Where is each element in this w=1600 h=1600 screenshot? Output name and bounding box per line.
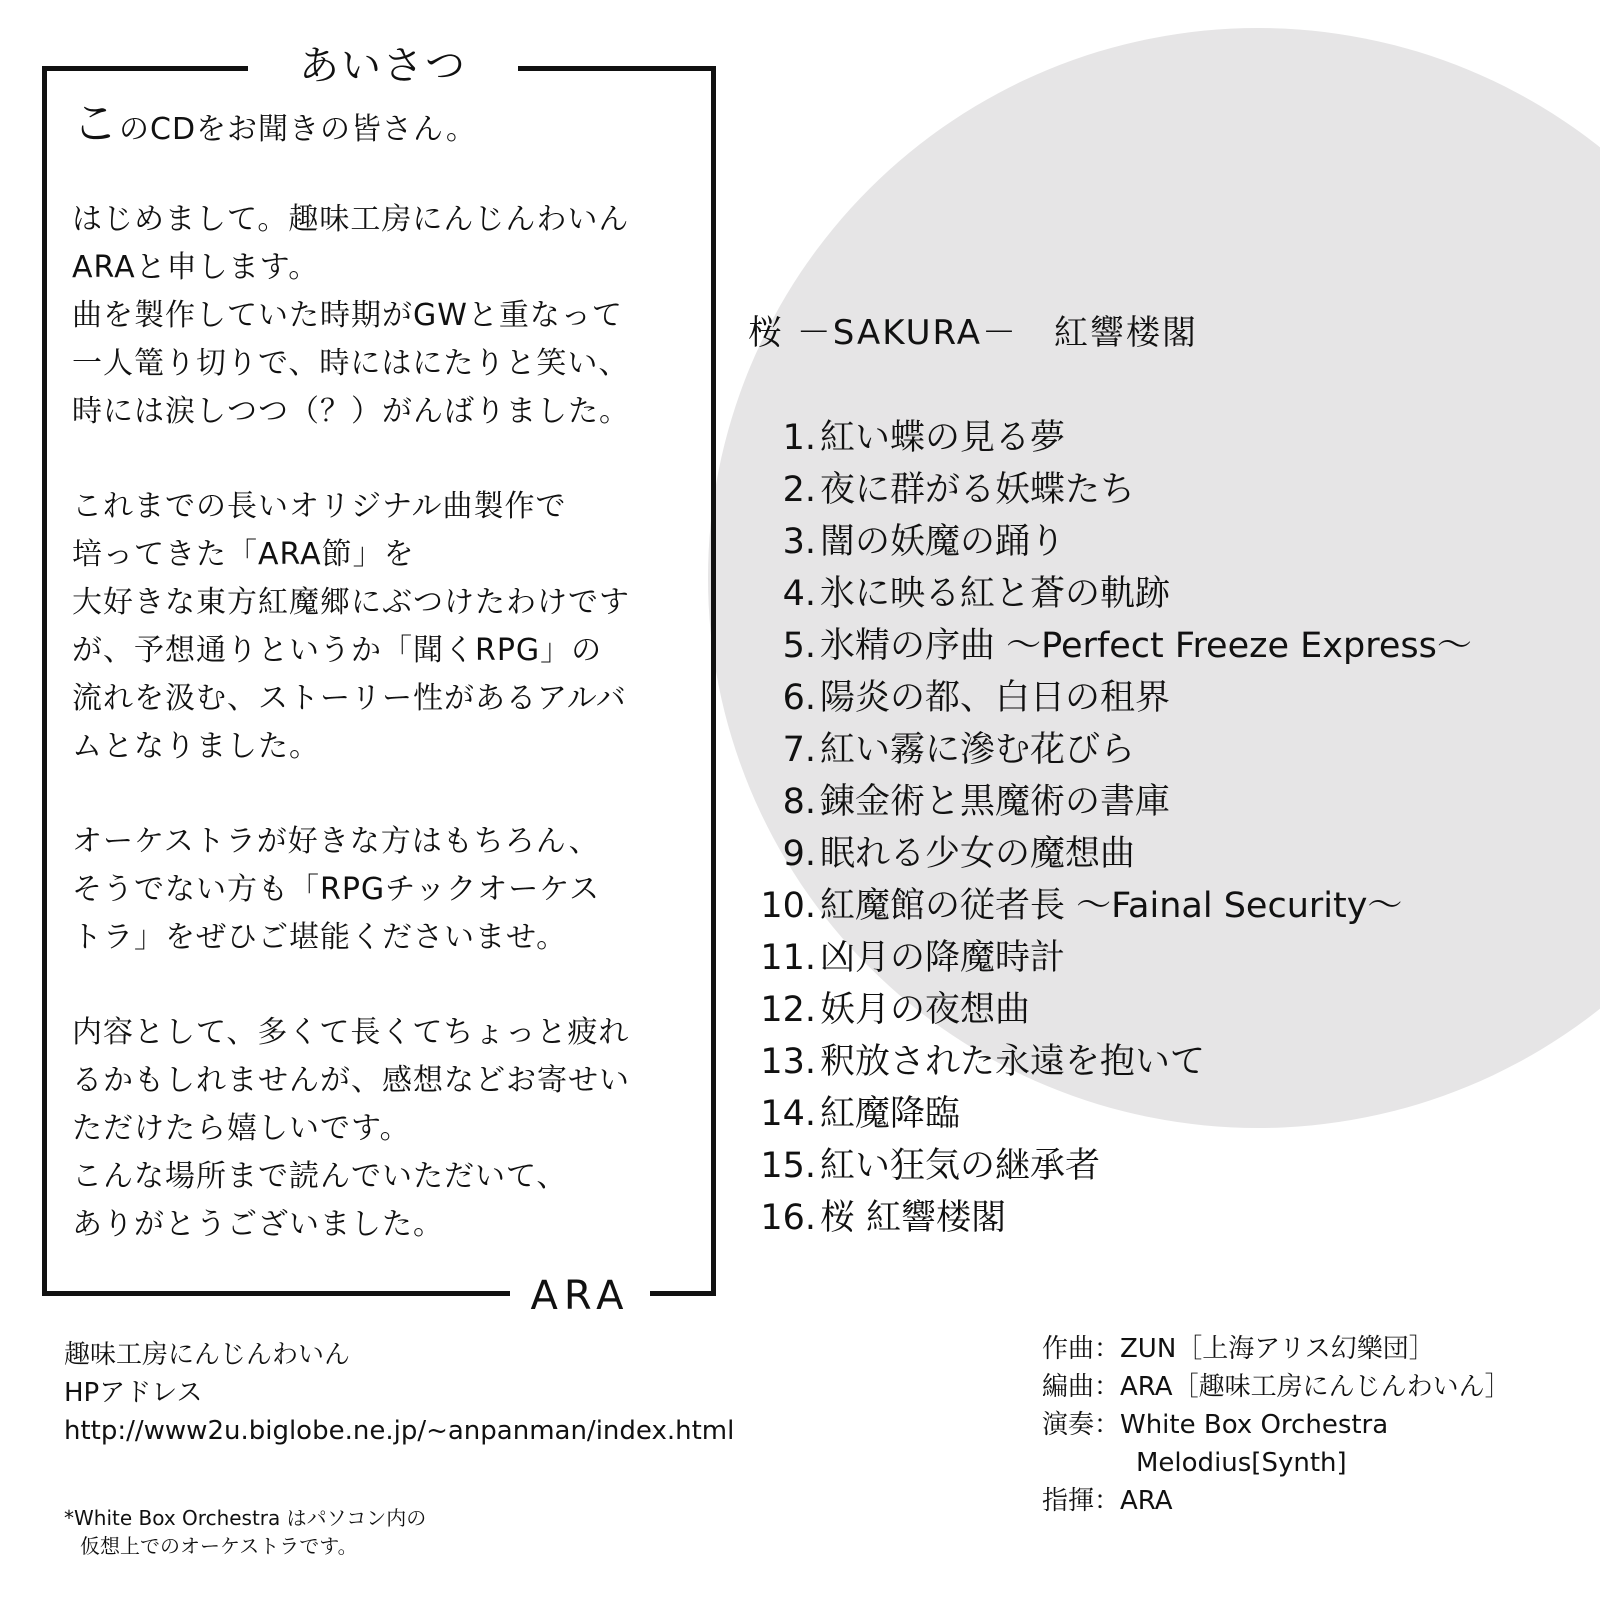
track-item [752,776,1472,828]
track-title: 夜に群がる妖蝶たち [820,470,1136,510]
club-name: 趣味工房にんじんわいん [64,1340,351,1370]
track-number: 12. [760,990,816,1030]
track-item [752,464,1472,516]
track-item [752,620,1472,672]
track-number: 13. [760,1042,816,1082]
track-title: 桜 紅響楼閣 [820,1198,1007,1238]
track-number: 7. [782,730,816,770]
track-item [752,1192,1472,1244]
track-title: 紅い狂気の継承者 [820,1146,1101,1186]
track-number: 6. [782,678,816,718]
track-number: 9. [782,834,816,874]
track-title: 凶月の降魔時計 [820,938,1066,978]
track-number: 15. [760,1146,816,1186]
credit-performer: 演奏：White Box Orchestra [1042,1410,1389,1440]
track-item [752,828,1472,880]
credits [1042,1330,1511,1520]
track-number: 14. [760,1094,816,1134]
track-list [752,412,1472,1244]
track-title: 氷に映る紅と蒼の軌跡 [820,574,1171,614]
track-number: 5. [782,626,816,666]
footnote-line: 仮想上でのオーケストラです。 [80,1534,358,1558]
track-title: 眠れる少女の魔想曲 [820,834,1136,874]
footnote-line: *White Box Orchestra はパソコン内の [64,1506,427,1530]
track-item [752,672,1472,724]
track-title: 氷精の序曲 ～Perfect Freeze Express～ [820,626,1472,666]
track-title: 紅魔館の従者長 ～Fainal Security～ [820,886,1403,926]
track-item [752,880,1472,932]
track-number: 11. [760,938,816,978]
track-item [752,1036,1472,1088]
track-number: 1. [782,418,816,458]
credit-arranger: 編曲：ARA［趣味工房にんじんわいん］ [1042,1372,1511,1402]
greeting-paragraph: オーケストラが好きな方はもちろん、 そうでない方も「RPGチックオーケス トラ」をぜひご堪能くださいませ。 [72,824,601,955]
track-number: 10. [760,886,816,926]
track-item [752,1088,1472,1140]
track-item [752,412,1472,464]
track-item [752,1140,1472,1192]
greeting-paragraph: これまでの長いオリジナル曲製作で 培ってきた「ARA節」を 大好きな東方紅魔郷にぶつけたわけです が、予想通りというか「聞くRPG」の 流れを汲む、ストーリー性があるアルバ ムとなりました。 [72,489,630,764]
track-title: 紅い蝶の見る夢 [820,418,1066,458]
greeting-paragraph: 内容として、多くて長くてちょっと疲れ るかもしれませんが、感想などお寄せい ただけたら嬉しいです。 こんな場所まで読んでいただいて、 ありがとうございました。 [72,1015,630,1242]
track-item [752,516,1472,568]
credit-composer: 作曲：ZUN［上海アリス幻樂団］ [1042,1334,1435,1364]
track-title: 紅魔降臨 [820,1094,961,1134]
greeting-opening-rest: のCDをお聞きの皆さん。 [119,112,477,147]
club-url: http://www2u.biglobe.ne.jp/~anpanman/index.html [64,1416,735,1446]
track-item [752,932,1472,984]
credit-performer-synth: Melodius[Synth] [1136,1448,1347,1478]
track-number: 16. [760,1198,816,1238]
club-hp-label: HPアドレス [64,1378,203,1408]
track-item [752,724,1472,776]
track-title: 錬金術と黒魔術の書庫 [820,782,1171,822]
track-item [752,568,1472,620]
greeting-drop-cap: こ [72,96,119,150]
track-number: 3. [782,522,816,562]
track-number: 8. [782,782,816,822]
club-info [64,1336,734,1450]
track-title: 闇の妖魔の踊り [820,522,1066,562]
track-title: 釈放された永遠を抱いて [820,1042,1206,1082]
greeting-opening [72,96,702,154]
greeting-paragraph: はじめまして。趣味工房にんじんわいん ARAと申します。 曲を製作していた時期がGWと重なって 一人篭り切りで、時にはにたりと笑い、 時には涙しつつ（？）がんばりました。 [72,202,630,429]
track-title: 妖月の夜想曲 [820,990,1031,1030]
track-title: 陽炎の都、白日の租界 [820,678,1171,718]
track-title: 紅い霧に滲む花びら [820,730,1136,770]
greeting-title: あいさつ [248,42,518,90]
track-item [752,984,1472,1036]
greeting-text [72,96,702,1296]
footnote [64,1504,426,1560]
album-title: 桜 －SAKURA－ 紅響楼閣 [748,313,1199,353]
track-number: 2. [782,470,816,510]
credit-conductor: 指揮：ARA [1042,1486,1173,1516]
greeting-signature: ARA [510,1270,650,1322]
track-number: 4. [782,574,816,614]
